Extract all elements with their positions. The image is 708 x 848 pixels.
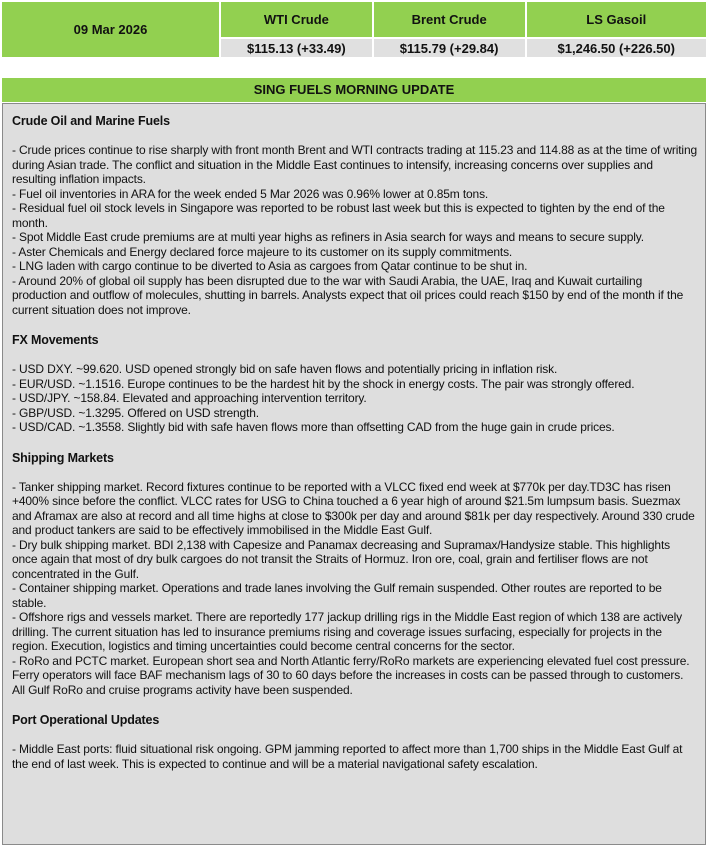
list-item: - Residual fuel oil stock levels in Singapore was reported to be robust last week but this is expected to tighten by the end of the month. xyxy=(12,201,665,230)
list-item: - USD DXY. ~99.620. USD opened strongly bid on safe haven flows and potentially pricing in inflation risk. xyxy=(12,362,558,376)
price-value-brent: $115.79 (+29.84) xyxy=(374,39,525,57)
list-item: - Offshore rigs and vessels market. There are reportedly 177 jackup drilling rigs in the Middle East region of which 138 are actively drilling. The current situation has led to insurance premiums rising and coverage issues surfacing, especially for projects in the region. Execution, logistics and timing uncertainties could become central concerns for the sector. xyxy=(12,610,682,653)
list-item: - RoRo and PCTC market. European short sea and North Atlantic ferry/RoRo markets are experiencing elevated fuel cost pressure. Ferry operators will face BAF mechanism lags of 30 to 60 days before the increases in costs can be passed through to customers. All Gulf RoRo and cruise programs activity have been suspended. xyxy=(12,653,690,697)
list-item: - USD/CAD. ~1.3558. Slightly bid with safe haven flows more than offsetting CAD from the huge gain in crude prices. xyxy=(12,420,615,434)
bullet-list xyxy=(12,480,697,698)
list-item: - Container shipping market. Operations and trade lanes involving the Gulf remain suspended. Other routes are reported to be stable. xyxy=(12,581,662,610)
price-value-gasoil: $1,246.50 (+226.50) xyxy=(527,39,707,57)
report-date: 09 Mar 2026 xyxy=(2,2,219,57)
commodity-name-brent: Brent Crude xyxy=(374,2,525,37)
bullet-list xyxy=(12,742,697,771)
list-item: - EUR/USD. ~1.1516. Europe continues to be the hardest hit by the shock in energy costs. The pair was strongly offered. xyxy=(12,376,635,391)
list-item: - Crude prices continue to rise sharply with front month Brent and WTI contracts trading at 115.23 and 114.88 as at the time of writing during Asian trade. The conflict and situation in the Middle East continues to intensify, increasing concerns over supplies and resulting inflation impacts. xyxy=(12,143,697,186)
price-header-row xyxy=(2,2,706,37)
price-table xyxy=(0,0,708,59)
report-banner-title: SING FUELS MORNING UPDATE xyxy=(2,78,706,102)
commodity-name-wti: WTI Crude xyxy=(221,2,372,37)
list-item: - Tanker shipping market. Record fixtures continue to be reported with a VLCC fixed end week at $770k per day.TD3C has risen +400% since before the conflict. VLCC rates for USG to China touched a 6 year high of around $21.5m lumpsum basis. Suezmax and Aframax are also at record and all time highs at close to $300k per day and around $81k per day respectively. Around 330 crude and product tankers are said to be effectively immobilised in the Middle East Gulf. xyxy=(12,479,695,537)
section-fx-movements xyxy=(12,332,697,435)
list-item: - USD/JPY. ~158.84. Elevated and approaching intervention territory. xyxy=(12,391,367,405)
bullet-list xyxy=(12,362,697,435)
section-title: Shipping Markets xyxy=(12,450,114,465)
commodity-name-gasoil: LS Gasoil xyxy=(527,2,707,37)
list-item: - Aster Chemicals and Energy declared force majeure to its customer on its supply commitments. xyxy=(12,244,513,259)
list-item: - Fuel oil inventories in ARA for the week ended 5 Mar 2026 was 0.96% lower at 0.85m tons. xyxy=(12,186,489,201)
list-item: - GBP/USD. ~1.3295. Offered on USD strength. xyxy=(12,405,259,420)
list-item: - Middle East ports: fluid situational risk ongoing. GPM jamming reported to affect more than 1,700 ships in the Middle East Gulf at the end of last week. This is expected to continue and will be a material navigational safety escalation. xyxy=(12,742,683,771)
section-title: FX Movements xyxy=(12,333,99,347)
bullet-list xyxy=(12,143,697,317)
list-item: - Dry bulk shipping market. BDI 2,138 with Capesize and Panamax decreasing and Supramax/Handysize stable. This highlights once again that most of dry bulk cargoes do not transit the Straits of Hormuz. Iron ore, coal, grain and fertiliser flows are not concentrated in the Gulf. xyxy=(12,537,670,581)
report-body xyxy=(2,103,706,845)
section-port-operational-updates xyxy=(12,712,697,771)
list-item: - LNG laden with cargo continue to be diverted to Asia as cargoes from Qatar continue to be shut in. xyxy=(12,259,528,273)
section-title: Crude Oil and Marine Fuels xyxy=(12,114,170,128)
section-title: Port Operational Updates xyxy=(12,713,160,727)
list-item: - Spot Middle East crude premiums are at multi year highs as refiners in Asia search for ways and means to secure supply. xyxy=(12,230,644,244)
section-shipping-markets xyxy=(12,450,697,698)
section-crude-oil-marine-fuels xyxy=(12,113,697,317)
list-item: - Around 20% of global oil supply has been disrupted due to the war with Saudi Arabia, the UAE, Iraq and Kuwait curtailing production and outflow of molecules, shutting in barrels. Analysts expect that oil prices could reach $150 by end of the month if the current situation does not improve. xyxy=(12,273,684,317)
price-value-wti: $115.13 (+33.49) xyxy=(221,39,372,57)
